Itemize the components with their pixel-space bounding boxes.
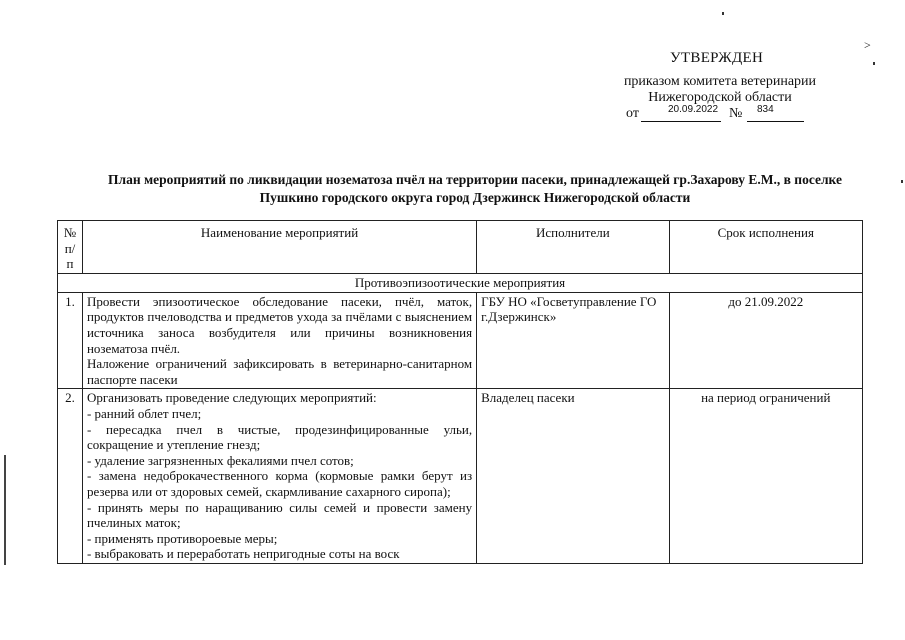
row-name-line: - принять меры по наращиванию силы семей и провести замену пчелиных маток; — [86, 499, 473, 531]
table-row — [58, 389, 863, 564]
approval-title: УТВЕРЖДЕН — [670, 50, 764, 66]
row-name-line: Организовать проведение следующих мероприятий: — [86, 390, 377, 406]
document-title: План мероприятий по ликвидации нозематоза пчёл на территории пасеки, принадлежащей гр.Захарову Е.М., в поселке Пушкино городского округа город Дзержинск Нижегородской области — [108, 172, 842, 205]
row-name-text: Провести эпизоотическое обследование пасеки, пчёл, маток, продуктов пчеловодства и предметов ухода за пчёлами с выяснением источника заноса возбудителя или причины возникновения нозематоза пчёл. — [86, 293, 473, 356]
number-underline — [747, 121, 804, 122]
corner-mark-icon: ˃ — [864, 38, 871, 52]
approval-line2: Нижегородской области — [648, 90, 792, 105]
row-num: 2. — [58, 389, 83, 564]
from-label: от — [626, 106, 639, 121]
row-term: на период ограничений — [669, 389, 862, 564]
row-name-line: - замена недоброкачественного корма (кормовые рамки берут из резерва или от здоровых семей, скармливание сахарного сиропа); — [86, 468, 473, 499]
scan-edge — [4, 455, 6, 565]
approval-line1: приказом комитета ветеринарии — [623, 74, 817, 89]
row-executor: ГБУ НО «Госветуправление ГО г.Дзержинск» — [477, 292, 669, 389]
header-name: Наименование мероприятий — [82, 221, 476, 274]
approval-number: 834 — [757, 104, 774, 115]
header-term: Срок исполнения — [669, 221, 862, 274]
scan-speck — [873, 62, 875, 65]
row-name-text2: Наложение ограничений зафиксировать в ветеринарно-санитарном паспорте пасеки — [86, 356, 473, 387]
approval-date: 20.09.2022 — [668, 104, 719, 115]
header-num: № п/п — [58, 221, 83, 274]
row-name — [82, 389, 476, 564]
table-header-row — [58, 221, 863, 274]
header-executor: Исполнители — [477, 221, 669, 274]
plan-table — [57, 220, 863, 564]
row-name-line: - пересадка пчел в чистые, продезинфицированные ульи, сокращение и утепление гнезд; — [86, 421, 473, 453]
row-term: до 21.09.2022 — [669, 292, 862, 389]
row-num: 1. — [58, 292, 83, 389]
scan-speck — [722, 12, 724, 15]
scan-speck — [901, 180, 903, 183]
row-name-line: - выбраковать и переработать непригодные соты на воск — [86, 546, 400, 562]
approval-block — [0, 0, 905, 130]
row-executor: Владелец пасеки — [477, 389, 669, 564]
approval-order — [613, 74, 827, 106]
section-row — [58, 273, 863, 292]
row-name-line: - применять противороевые меры; — [86, 530, 278, 546]
row-name-line: - удаление загрязненных фекалиями пчел сотов; — [86, 452, 354, 468]
date-underline — [641, 121, 721, 122]
section-title: Противоэпизоотические мероприятия — [58, 273, 863, 292]
row-name-line: - ранний облет пчел; — [86, 405, 202, 421]
row-name — [82, 292, 476, 389]
table-row — [58, 292, 863, 389]
number-label: № — [729, 106, 743, 121]
